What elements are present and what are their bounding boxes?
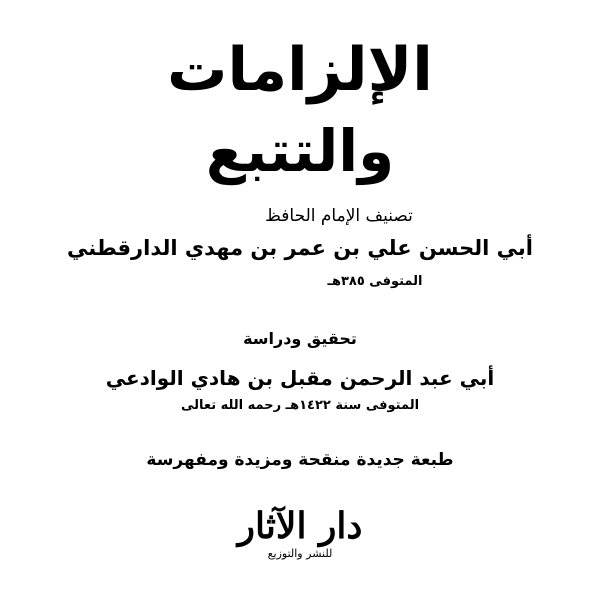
edited-by-label: تحقيق ودراسة (243, 329, 357, 348)
edition-note: طبعة جديدة منقحة ومزيدة ومفهرسة (146, 450, 454, 470)
authored-by-label: تصنيف الإمام الحافظ (265, 206, 413, 226)
editor-name: أبي عبد الرحمن مقبل بن هادي الوادعي (105, 366, 495, 390)
book-title-line-2: والتتبع (205, 117, 395, 185)
publisher-subtitle: للنشر والتوزيع (267, 547, 333, 560)
editor-death-date: المتوفى سنة ١٤٢٢هـ رحمه الله تعالى (180, 398, 420, 413)
author-name: أبي الحسن علي بن عمر بن مهدي الدارقطني (67, 236, 533, 260)
book-title-line-1: الإلزامات (167, 35, 433, 105)
author-death-date: المتوفى ٣٨٥هـ (327, 274, 423, 289)
publisher-name: دار الآثار (237, 505, 363, 547)
